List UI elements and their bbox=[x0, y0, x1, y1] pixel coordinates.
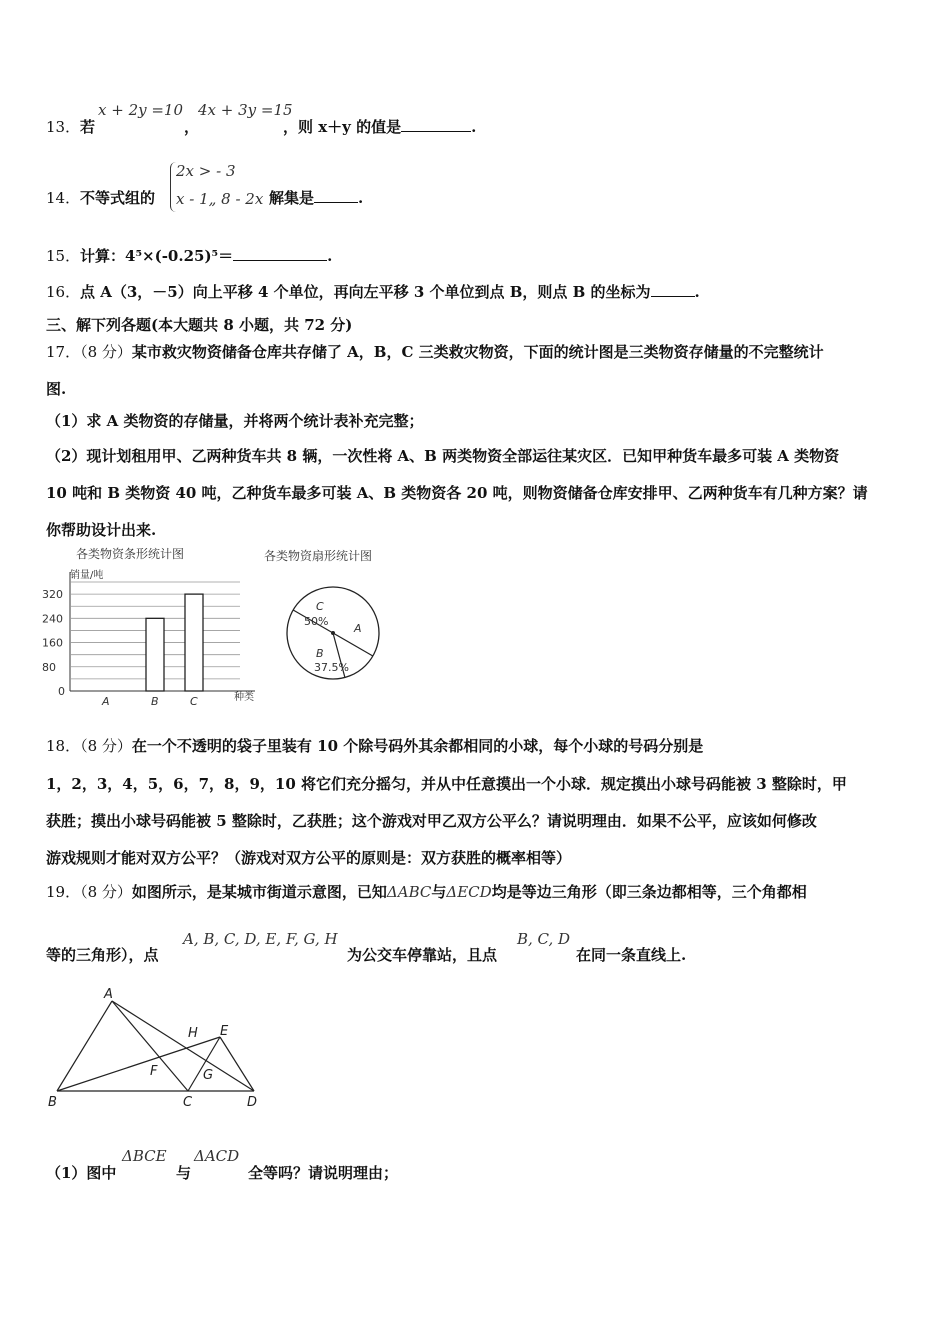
bar-chart bbox=[40, 540, 270, 705]
q18-line-4: 游戏规则才能对双方公平？（游戏对双方公平的原则是：双方获胜的概率相等） bbox=[46, 849, 572, 867]
q19-line-1: 19．（8 分）如图所示，是某城市街道示意图，已知ΔABC与ΔECD均是等边三角形（即三条边都相等，三个角都相 bbox=[46, 883, 807, 901]
bar-category-label: A bbox=[102, 695, 110, 705]
q14-question: 解集是 . bbox=[269, 189, 364, 207]
bar-chart-xlabel: 种类 bbox=[234, 692, 254, 703]
bar-category-label: C bbox=[190, 695, 198, 705]
pie-slice-label-B: B bbox=[316, 647, 324, 660]
q18-line-2: 1，2，3，4，5，6，7，8，9，10 将它们充分摇匀，并从中任意摸出一个小球．规定摸出小球号码能被 3 整除时，甲 bbox=[46, 775, 847, 793]
q17-line-1b: 图. bbox=[46, 380, 67, 398]
q16-answer-blank[interactable] bbox=[651, 282, 695, 297]
q19-part-1-tri1: ΔBCE bbox=[122, 1147, 167, 1165]
pie-center bbox=[331, 631, 335, 635]
q14-inequality-1: 2x > - 3 bbox=[176, 162, 236, 180]
pie-slice-label-C: C bbox=[316, 600, 324, 613]
q17-part-2c: 你帮助设计出来. bbox=[46, 521, 157, 539]
q19-points: A, B, C, D, E, F, G, H bbox=[183, 930, 338, 948]
pie-chart bbox=[258, 540, 398, 690]
q13-equation-1: x + 2y =10 bbox=[98, 101, 184, 119]
bar-chart-title: 各类物资条形统计图 bbox=[76, 547, 185, 561]
pie-chart-title: 各类物资扇形统计图 bbox=[264, 549, 373, 563]
pie-slice-percent-B: 37.5% bbox=[314, 661, 349, 674]
q14-inequality-2: x - 1„ 8 - 2x bbox=[176, 190, 264, 208]
bar-B bbox=[146, 618, 164, 691]
bar-C bbox=[185, 594, 203, 691]
q16-question: 点 A（3，－5）向上平移 4 个单位，再向左平移 3 个单位到点 B，则点 B 的坐标为 . bbox=[80, 283, 700, 301]
bar-ytick-label: 0 bbox=[58, 685, 65, 698]
q17-part-1: （1）求 A 类物资的存储量，并将两个统计表补充完整； bbox=[46, 412, 424, 430]
q15-question: 计算：4⁵×(-0.25)⁵＝ . bbox=[80, 247, 333, 265]
q14-number: 14． bbox=[46, 189, 81, 207]
q19-line-2a: 等的三角形），点 bbox=[46, 946, 159, 964]
q15-answer-blank[interactable] bbox=[233, 246, 327, 261]
bar-ytick-label: 320 bbox=[42, 588, 63, 602]
q13-comma: ， bbox=[184, 118, 200, 136]
point-h-label: H bbox=[188, 1026, 198, 1041]
line-ed bbox=[220, 1037, 254, 1091]
q13-number: 13． bbox=[46, 118, 81, 136]
q15-number: 15． bbox=[46, 247, 81, 265]
q19-points-bcd: B, C, D bbox=[517, 930, 571, 948]
point-e-label: E bbox=[220, 1024, 229, 1039]
bar-ytick-label: 160 bbox=[42, 636, 63, 650]
q17-part-2a: （2）现计划租用甲、乙两种货车共 8 辆，一次性将 A、B 两类物资全部运往某灾区．已知甲种货车最多可装 A 类物资 bbox=[46, 447, 840, 465]
q13-pre: 若 bbox=[80, 118, 96, 136]
point-d-label: D bbox=[247, 1095, 258, 1110]
bar-category-label: B bbox=[151, 695, 159, 705]
q18-line-1: 18．（8 分）在一个不透明的袋子里装有 10 个除号码外其余都相同的小球，每个小球的号码分别是 bbox=[46, 737, 704, 755]
q19-part-1c: 全等吗？请说明理由； bbox=[248, 1164, 399, 1182]
point-f-label: F bbox=[150, 1064, 158, 1079]
q16-number: 16． bbox=[46, 283, 81, 301]
q13-equation-2: 4x + 3y =15 bbox=[198, 101, 293, 119]
q18-line-3: 获胜；摸出小球号码能被 5 整除时，乙获胜；这个游戏对甲乙双方公平么？请说明理由．如果不公平，应该如何修改 bbox=[46, 812, 817, 830]
q17-part-2b: 10 吨和 B 类物资 40 吨，乙种货车最多可装 A、B 类物资各 20 吨，则物资储备仓库安排甲、乙两种货车有几种方案？请 bbox=[46, 484, 868, 502]
q14-answer-blank[interactable] bbox=[314, 188, 358, 203]
bar-chart-ylabel: 销量/吨 bbox=[70, 570, 104, 581]
q17-line-1: 17．（8 分）某市救灾物资储备仓库共存储了 A，B，C 三类救灾物资，下面的统计图是三类物资存储量的不完整统计 bbox=[46, 343, 824, 361]
q13-question: ，则 x＋y 的值是 . bbox=[283, 118, 477, 136]
q13-answer-blank[interactable] bbox=[401, 117, 471, 132]
pie-slice-label-A: A bbox=[354, 622, 362, 635]
point-b-label: B bbox=[48, 1095, 57, 1110]
point-g-label: G bbox=[203, 1068, 214, 1083]
q19-line-2b: 为公交车停靠站，且点 bbox=[347, 946, 498, 964]
q19-part-1b: 与 bbox=[176, 1164, 192, 1182]
point-a-label: A bbox=[104, 987, 113, 1002]
q14-pre: 不等式组的 bbox=[80, 189, 156, 207]
pie-slice-percent-C: 50% bbox=[304, 615, 329, 628]
line-ab bbox=[57, 1001, 112, 1091]
point-c-label: C bbox=[183, 1095, 193, 1110]
line-be bbox=[57, 1037, 220, 1091]
q19-part-1-tri2: ΔACD bbox=[194, 1147, 240, 1165]
q19-part-1a: （1）图中 bbox=[46, 1164, 117, 1182]
street-diagram bbox=[40, 985, 280, 1115]
line-ad bbox=[112, 1001, 254, 1091]
q19-line-2c: 在同一条直线上. bbox=[576, 946, 687, 964]
bar-ytick-label: 240 bbox=[42, 612, 63, 626]
section-heading: 三、解下列各题(本大题共 8 小题，共 72 分) bbox=[46, 316, 353, 334]
bar-ytick-label: 80 bbox=[42, 660, 56, 674]
